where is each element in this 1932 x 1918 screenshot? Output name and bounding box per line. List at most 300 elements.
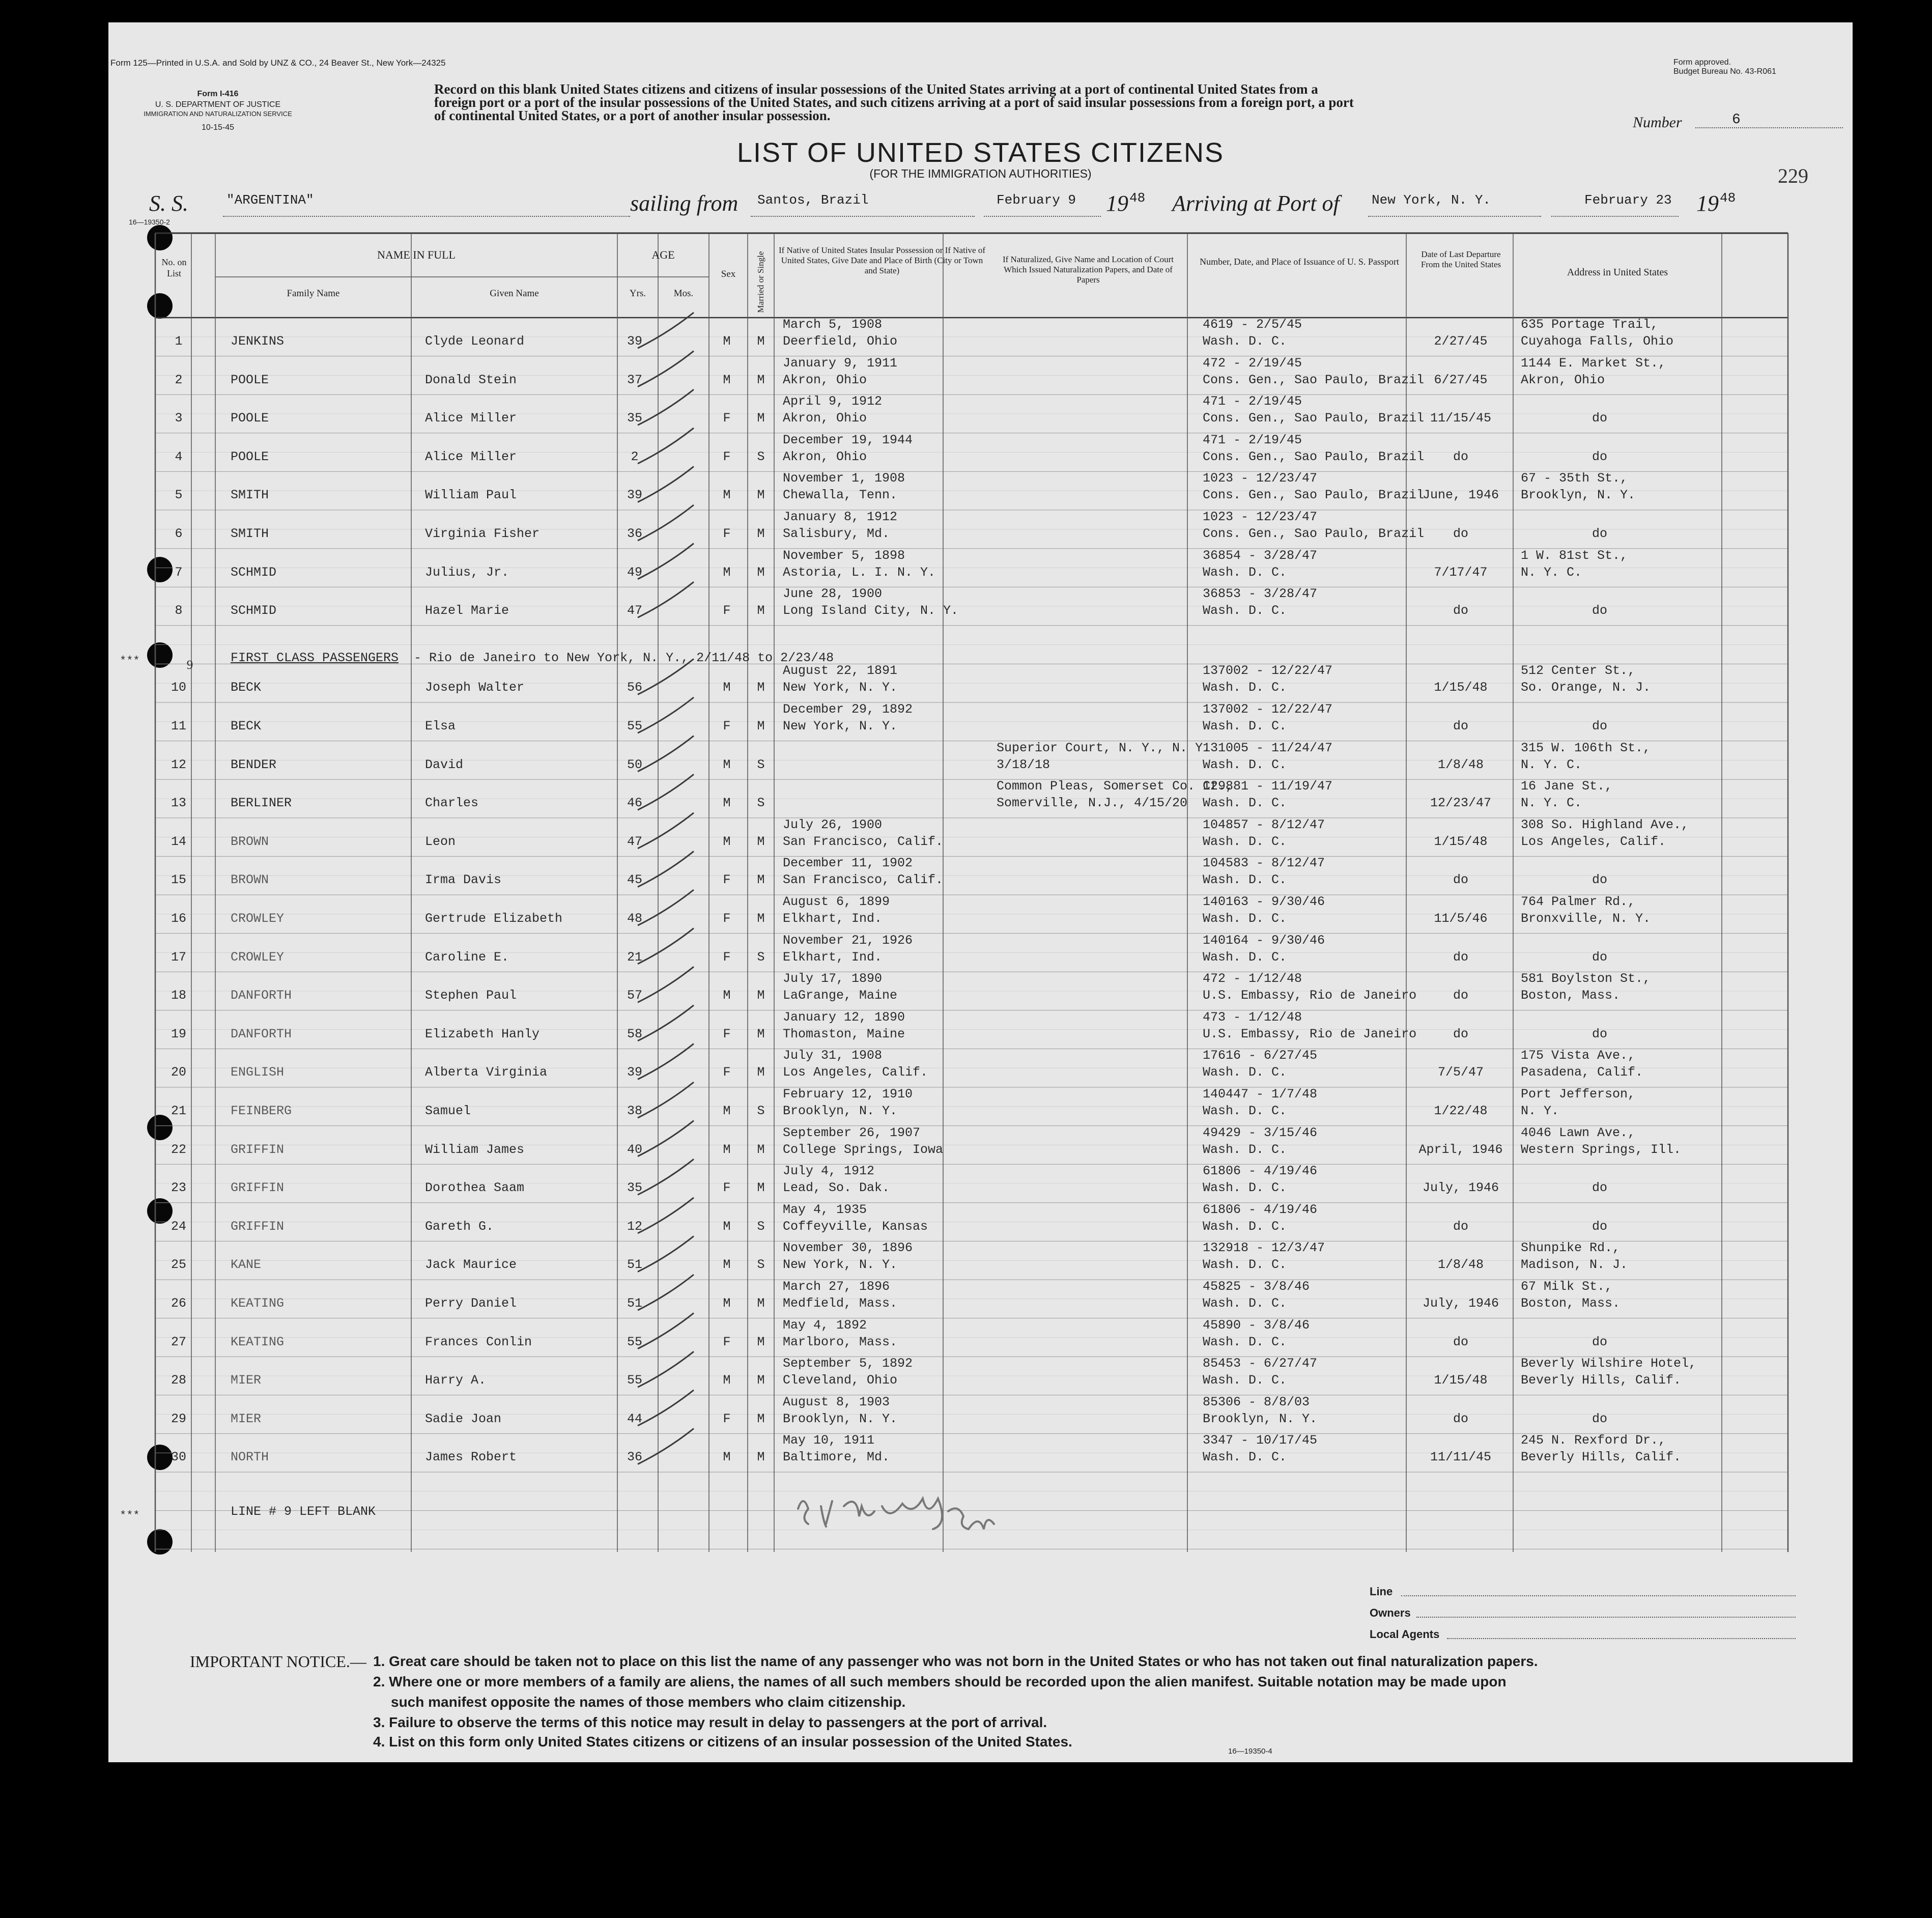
last-departure: do <box>1453 1219 1468 1234</box>
marital-status: S <box>757 757 765 772</box>
birth-place: Chewalla, Tenn. <box>783 488 898 503</box>
notice-item-3: 3. Failure to observe the terms of this notice may result in delay to passengers at the port of arrival. <box>373 1714 1047 1730</box>
marital-status: S <box>757 1257 765 1273</box>
birth-place: Los Angeles, Calif. <box>783 1065 928 1080</box>
arrival-date: February 23 <box>1584 192 1672 208</box>
marital-status: S <box>757 796 765 811</box>
depart-date: February 9 <box>997 192 1076 208</box>
family-name: DANFORTH <box>231 988 292 1003</box>
address-line-2: do <box>1592 949 1608 965</box>
address-line-2: Western Springs, Ill. <box>1521 1142 1682 1157</box>
sex: M <box>723 334 731 349</box>
birth-date: August 8, 1903 <box>783 1394 890 1409</box>
address-line-1: Shunpike Rd., <box>1521 1240 1621 1256</box>
birth-date: January 12, 1890 <box>783 1009 905 1025</box>
address-line-2: do <box>1592 1334 1608 1349</box>
address-line-2: Boston, Mass. <box>1521 1296 1621 1311</box>
sex: M <box>723 1257 731 1273</box>
passport-issuer: Cons. Gen., Sao Paulo, Brazil <box>1203 526 1425 541</box>
record-line-2: foreign port or a port of the insular possessions of the United States, and such citizens arriving at a port of said insular possessions from a foreign port, a port <box>434 95 1354 110</box>
birth-place: Astoria, L. I. N. Y. <box>783 565 936 580</box>
address-line-2: do <box>1592 1411 1608 1426</box>
form-number: Form I-416 <box>197 90 239 98</box>
marital-status: M <box>757 603 765 618</box>
address-line-2: Boston, Mass. <box>1521 988 1621 1003</box>
given-name: Perry Daniel <box>425 1296 517 1311</box>
birth-place: Cleveland, Ohio <box>783 1373 898 1388</box>
passport-issuer: Wash. D. C. <box>1203 1065 1287 1080</box>
last-departure: do <box>1453 449 1468 464</box>
row9-mark: *** <box>120 655 140 667</box>
passport-issuer: Wash. D. C. <box>1203 834 1287 849</box>
passport-number-date: 45890 - 3/8/46 <box>1203 1317 1310 1333</box>
given-name: Alberta Virginia <box>425 1065 548 1080</box>
manifest-page <box>108 22 1853 1762</box>
birth-date: December 29, 1892 <box>783 702 913 717</box>
row-number: 29 <box>171 1411 186 1426</box>
last-departure: do <box>1453 603 1468 618</box>
birth-date: November 5, 1898 <box>783 548 905 563</box>
address-line-2: Bronxville, N. Y. <box>1521 911 1651 926</box>
last-departure: 1/15/48 <box>1434 834 1488 849</box>
passport-number-date: 132918 - 12/3/47 <box>1203 1240 1325 1256</box>
row-number: 7 <box>175 565 183 580</box>
local-agents-field <box>1447 1638 1796 1639</box>
footnote-text: LINE # 9 LEFT BLANK <box>231 1504 376 1519</box>
naturalization-court: Common Pleas, Somerset Co. Ct., <box>997 779 1234 794</box>
depart-year: 48 <box>1129 190 1146 206</box>
printer-line: Form 125—Printed in U.S.A. and Sold by UNZ & CO., 24 Beaver St., New York—24325 <box>110 58 446 68</box>
passport-number-date: 4619 - 2/5/45 <box>1203 317 1302 332</box>
given-name: Clyde Leonard <box>425 334 525 349</box>
marital-status: M <box>757 1180 765 1196</box>
birth-place: LaGrange, Maine <box>783 988 898 1003</box>
birth-date: January 8, 1912 <box>783 510 898 524</box>
last-departure: 1/15/48 <box>1434 680 1488 695</box>
given-name: Charles <box>425 796 479 811</box>
passport-issuer: Wash. D. C. <box>1203 872 1287 888</box>
sex: M <box>723 565 731 580</box>
passport-number-date: 49429 - 3/15/46 <box>1203 1125 1318 1140</box>
last-departure: do <box>1453 719 1468 734</box>
birth-date: May 4, 1935 <box>783 1202 867 1217</box>
address-line-2: N. Y. C. <box>1521 757 1582 772</box>
marital-status: M <box>757 719 765 734</box>
birth-place: Baltimore, Md. <box>783 1450 890 1465</box>
age-years: 55 <box>627 1334 642 1349</box>
row-number: 17 <box>171 949 186 965</box>
notice-heading: IMPORTANT NOTICE.— <box>190 1652 366 1671</box>
birth-place: New York, N. Y. <box>783 1257 898 1273</box>
family-name: GRIFFIN <box>231 1142 285 1157</box>
form-date-code: 10-15-45 <box>201 123 235 132</box>
birth-date: September 5, 1892 <box>783 1356 913 1371</box>
sex: F <box>723 719 731 734</box>
passport-issuer: Wash. D. C. <box>1203 1373 1287 1388</box>
passport-number-date: 137002 - 12/22/47 <box>1203 663 1333 679</box>
given-name: James Robert <box>425 1450 517 1465</box>
age-years: 44 <box>627 1411 642 1426</box>
last-departure: 1/8/48 <box>1437 757 1484 772</box>
age-years: 58 <box>627 1026 642 1041</box>
age-years: 21 <box>627 949 642 965</box>
family-name: NORTH <box>231 1450 269 1465</box>
last-departure: do <box>1453 1411 1468 1426</box>
last-departure: 2/27/45 <box>1434 334 1488 349</box>
birth-place: Medfield, Mass. <box>783 1296 898 1311</box>
header-passport: Number, Date, and Place of Issuance of U. S. Passport <box>1200 257 1399 267</box>
birth-date: July 4, 1912 <box>783 1164 875 1179</box>
passport-number-date: 104857 - 8/12/47 <box>1203 817 1325 832</box>
family-name: BERLINER <box>231 796 292 811</box>
family-name: BROWN <box>231 872 269 888</box>
sex: M <box>723 680 731 695</box>
row-number: 26 <box>171 1296 186 1311</box>
row-number: 14 <box>171 834 186 849</box>
age-years: 48 <box>627 911 642 926</box>
notice-item-2: 2. Where one or more members of a family are aliens, the names of all such members should be recorded upon the alien manifest. Suitable notation may be made upon <box>373 1674 1507 1689</box>
passport-number-date: 472 - 1/12/48 <box>1203 971 1302 986</box>
age-years: 36 <box>627 526 642 541</box>
sex: M <box>723 1296 731 1311</box>
family-name: BENDER <box>231 757 277 772</box>
address-line-1: 1144 E. Market St., <box>1521 355 1666 371</box>
sex: F <box>723 1026 731 1041</box>
passport-number-date: 45825 - 3/8/46 <box>1203 1279 1310 1294</box>
row-number: 6 <box>175 526 183 541</box>
passport-number-date: 473 - 1/12/48 <box>1203 1009 1302 1025</box>
row-number: 10 <box>171 680 186 695</box>
birth-date: June 28, 1900 <box>783 586 883 602</box>
birth-date: July 26, 1900 <box>783 817 883 832</box>
number-label: Number <box>1633 114 1682 131</box>
record-line-1: Record on this blank United States citizens and citizens of insular possessions of the United States arriving at a port of continental United States from a <box>434 81 1318 97</box>
birth-date: July 17, 1890 <box>783 971 883 986</box>
birth-place: College Springs, Iowa <box>783 1142 944 1157</box>
notice-item-2-cont: such manifest opposite the names of those members who claim citizenship. <box>391 1694 906 1710</box>
address-line-2: do <box>1592 1219 1608 1234</box>
passport-number-date: 129881 - 11/19/47 <box>1203 779 1333 794</box>
birth-date: August 22, 1891 <box>783 663 898 679</box>
family-name: POOLE <box>231 449 269 464</box>
marital-status: M <box>757 1373 765 1388</box>
header-name: NAME IN FULL <box>377 248 456 261</box>
address-line-1: 1 W. 81st St., <box>1521 548 1628 563</box>
passport-number-date: 471 - 2/19/45 <box>1203 432 1302 447</box>
sex: M <box>723 1104 731 1118</box>
given-name: Samuel <box>425 1104 471 1118</box>
passport-number-date: 104583 - 8/12/47 <box>1203 856 1325 871</box>
row-number: 13 <box>171 796 186 811</box>
sex: M <box>723 488 731 503</box>
address-line-1: 175 Vista Ave., <box>1521 1048 1636 1063</box>
age-years: 49 <box>627 565 642 580</box>
family-name: MIER <box>231 1411 262 1426</box>
passport-number-date: 131005 - 11/24/47 <box>1203 740 1333 755</box>
birth-date: September 26, 1907 <box>783 1125 921 1140</box>
last-departure: do <box>1453 988 1468 1003</box>
last-departure: 6/27/45 <box>1434 372 1488 387</box>
given-name: Gareth G. <box>425 1219 494 1234</box>
given-name: David <box>425 757 464 772</box>
last-departure: do <box>1453 949 1468 965</box>
marital-status: S <box>757 1219 765 1234</box>
marital-status: S <box>757 449 765 464</box>
age-years: 39 <box>627 1065 642 1080</box>
birth-date: May 4, 1892 <box>783 1317 867 1333</box>
passport-number-date: 140164 - 9/30/46 <box>1203 933 1325 948</box>
family-name: KANE <box>231 1257 262 1273</box>
passport-issuer: Wash. D. C. <box>1203 757 1287 772</box>
age-years: 46 <box>627 796 642 811</box>
address-line-1: 635 Portage Trail, <box>1521 317 1659 332</box>
passport-issuer: Wash. D. C. <box>1203 334 1287 349</box>
given-name: Dorothea Saam <box>425 1180 525 1196</box>
address-line-1: 315 W. 106th St., <box>1521 740 1651 755</box>
passport-number-date: 61806 - 4/19/46 <box>1203 1164 1318 1179</box>
age-years: 51 <box>627 1257 642 1273</box>
address-line-2: Brooklyn, N. Y. <box>1521 488 1636 503</box>
marital-status: M <box>757 1026 765 1041</box>
passport-number-date: 36853 - 3/28/47 <box>1203 586 1318 602</box>
passport-issuer: Cons. Gen., Sao Paulo, Brazil <box>1203 488 1425 503</box>
last-departure: 11/15/45 <box>1430 411 1492 426</box>
number-value: 6 <box>1732 112 1741 128</box>
row-number: 30 <box>171 1450 186 1465</box>
address-line-1: 512 Center St., <box>1521 663 1636 679</box>
row-number: 12 <box>171 757 186 772</box>
given-name: Elsa <box>425 719 456 734</box>
side-code: 16—19350-2 <box>129 218 170 226</box>
passport-issuer: Wash. D. C. <box>1203 1257 1287 1273</box>
naturalization-date: 3/18/18 <box>997 757 1050 772</box>
address-line-2: Cuyahoga Falls, Ohio <box>1521 334 1674 349</box>
passport-number-date: 140447 - 1/7/48 <box>1203 1087 1318 1102</box>
family-name: CROWLEY <box>231 911 285 926</box>
sex: F <box>723 1334 731 1349</box>
birth-date: March 5, 1908 <box>783 317 883 332</box>
passport-issuer: Cons. Gen., Sao Paulo, Brazil <box>1203 449 1425 464</box>
sex: F <box>723 603 731 618</box>
age-years: 57 <box>627 988 642 1003</box>
address-line-1: Port Jefferson, <box>1521 1087 1636 1102</box>
row-number: 20 <box>171 1065 186 1080</box>
depart-year-prefix: 19 <box>1106 191 1128 216</box>
age-years: 50 <box>627 757 642 772</box>
family-name: BECK <box>231 719 262 734</box>
address-line-2: do <box>1592 411 1608 426</box>
budget-bureau: Budget Bureau No. 43-R061 <box>1673 67 1776 76</box>
family-name: BECK <box>231 680 262 695</box>
sex: F <box>723 1411 731 1426</box>
given-name: Irma Davis <box>425 872 502 888</box>
sex: F <box>723 1065 731 1080</box>
passport-issuer: U.S. Embassy, Rio de Janeiro <box>1203 988 1417 1003</box>
row-number: 25 <box>171 1257 186 1273</box>
birth-place: Brooklyn, N. Y. <box>783 1104 898 1118</box>
age-years: 40 <box>627 1142 642 1157</box>
passport-number-date: 140163 - 9/30/46 <box>1203 894 1325 909</box>
last-departure: do <box>1453 1026 1468 1041</box>
family-name: JENKINS <box>231 334 285 349</box>
given-name: Joseph Walter <box>425 680 525 695</box>
last-departure: July, 1946 <box>1422 1296 1499 1311</box>
address-line-2: So. Orange, N. J. <box>1521 680 1651 695</box>
bottom-code: 16—19350-4 <box>1228 1747 1272 1756</box>
header-given: Given Name <box>490 288 539 299</box>
row-number: 24 <box>171 1219 186 1234</box>
page-title: LIST OF UNITED STATES CITIZENS <box>736 137 1225 168</box>
local-agents-label: Local Agents <box>1370 1628 1440 1641</box>
notice-item-1: 1. Great care should be taken not to place on this list the name of any passenger who was not born in the United States or who has not taken out final naturalization papers. <box>373 1653 1538 1669</box>
header-sex: Sex <box>721 269 736 279</box>
last-departure: 7/5/47 <box>1437 1065 1484 1080</box>
last-departure: July, 1946 <box>1422 1180 1499 1196</box>
row9-label: FIRST CLASS PASSENGERS <box>231 651 399 665</box>
birth-place: New York, N. Y. <box>783 719 898 734</box>
arrival-port: New York, N. Y. <box>1372 192 1491 208</box>
sex: F <box>723 911 731 926</box>
address-line-1: 67 Milk St., <box>1521 1279 1613 1294</box>
birth-date: December 19, 1944 <box>783 432 913 447</box>
given-name: Gertrude Elizabeth <box>425 911 563 926</box>
birth-date: July 31, 1908 <box>783 1048 883 1063</box>
family-name: SCHMID <box>231 603 277 618</box>
sex: F <box>723 449 731 464</box>
passport-issuer: Wash. D. C. <box>1203 1450 1287 1465</box>
birth-date: November 1, 1908 <box>783 471 905 486</box>
last-departure: April, 1946 <box>1418 1142 1503 1157</box>
service: IMMIGRATION AND NATURALIZATION SERVICE <box>144 110 292 118</box>
marital-status: M <box>757 1450 765 1465</box>
row-number: 2 <box>175 372 183 387</box>
passport-issuer: Wash. D. C. <box>1203 949 1287 965</box>
passport-issuer: Wash. D. C. <box>1203 1219 1287 1234</box>
passport-number-date: 17616 - 6/27/45 <box>1203 1048 1318 1063</box>
passport-number-date: 36854 - 3/28/47 <box>1203 548 1318 563</box>
family-name: SCHMID <box>231 565 277 580</box>
sex: M <box>723 988 731 1003</box>
marital-status: M <box>757 334 765 349</box>
age-years: 47 <box>627 603 642 618</box>
address-line-1: 581 Boylston St., <box>1521 971 1651 986</box>
row-number: 18 <box>171 988 186 1003</box>
address-line-2: Pasadena, Calif. <box>1521 1065 1643 1080</box>
passport-issuer: Wash. D. C. <box>1203 603 1287 618</box>
header-departure: Date of Last Departure From the United States <box>1420 249 1501 269</box>
marital-status: M <box>757 526 765 541</box>
row9-number: 9 <box>186 658 193 672</box>
address-line-1: 4046 Lawn Ave., <box>1521 1125 1636 1140</box>
birth-date: March 27, 1896 <box>783 1279 890 1294</box>
header-married-label: Married or Single <box>756 251 765 313</box>
row9-text: - Rio de Janeiro to New York, N. Y., 2/11/48 to 2/23/48 <box>414 651 834 665</box>
sex: M <box>723 1450 731 1465</box>
header-birth: If Native of United States Insular Possession or If Native of United States, Give Date and Place of Birth (City or Town and State) <box>778 245 986 275</box>
given-name: Jack Maurice <box>425 1257 517 1273</box>
marital-status: M <box>757 1142 765 1157</box>
birth-date: April 9, 1912 <box>783 394 883 409</box>
marital-status: M <box>757 834 765 849</box>
address-line-2: do <box>1592 719 1608 734</box>
age-years: 38 <box>627 1104 642 1118</box>
sex: F <box>723 1180 731 1196</box>
address-line-1: Beverly Wilshire Hotel, <box>1521 1356 1697 1371</box>
marital-status: S <box>757 1104 765 1118</box>
given-name: Sadie Joan <box>425 1411 502 1426</box>
given-name: Hazel Marie <box>425 603 509 618</box>
marital-status: M <box>757 988 765 1003</box>
address-line-2: Akron, Ohio <box>1521 372 1605 387</box>
passport-issuer: Wash. D. C. <box>1203 565 1287 580</box>
row-number: 23 <box>171 1180 186 1196</box>
birth-date: December 11, 1902 <box>783 856 913 871</box>
notice-item-4: 4. List on this form only United States citizens or citizens of an insular possession of the United States. <box>373 1734 1072 1750</box>
last-departure: 11/11/45 <box>1430 1450 1492 1465</box>
birth-place: Thomaston, Maine <box>783 1026 905 1041</box>
address-line-2: N. Y. C. <box>1521 565 1582 580</box>
birth-place: San Francisco, Calif. <box>783 834 944 849</box>
address-line-2: do <box>1592 1180 1608 1196</box>
birth-date: August 6, 1899 <box>783 894 890 909</box>
age-years: 45 <box>627 872 642 888</box>
age-years: 51 <box>627 1296 642 1311</box>
header-mos: Mos. <box>673 288 694 299</box>
last-departure: do <box>1453 872 1468 888</box>
given-name: Virginia Fisher <box>425 526 540 541</box>
family-name: DANFORTH <box>231 1026 292 1041</box>
passport-issuer: Wash. D. C. <box>1203 911 1287 926</box>
address-line-2: do <box>1592 449 1608 464</box>
address-line-2: do <box>1592 1026 1608 1041</box>
row-number: 19 <box>171 1026 186 1041</box>
sex: F <box>723 949 731 965</box>
family-name: SMITH <box>231 488 269 503</box>
family-name: CROWLEY <box>231 949 285 965</box>
marital-status: M <box>757 1065 765 1080</box>
owners-label: Owners <box>1370 1606 1411 1619</box>
birth-date: February 12, 1910 <box>783 1087 913 1102</box>
given-name: Harry A. <box>425 1373 487 1388</box>
passport-number-date: 137002 - 12/22/47 <box>1203 702 1333 717</box>
row-number: 3 <box>175 411 183 426</box>
row-number: 8 <box>175 603 183 618</box>
naturalization-date: Somerville, N.J., 4/15/20 <box>997 796 1188 811</box>
passport-number-date: 3347 - 10/17/45 <box>1203 1433 1318 1448</box>
passport-number-date: 1023 - 12/23/47 <box>1203 510 1318 524</box>
birth-place: Lead, So. Dak. <box>783 1180 890 1196</box>
page-number: 229 <box>1778 164 1808 187</box>
sex: M <box>723 1373 731 1388</box>
sex: M <box>723 1142 731 1157</box>
header-address: Address in United States <box>1567 267 1668 278</box>
marital-status: S <box>757 949 765 965</box>
age-years: 39 <box>627 334 642 349</box>
family-name: KEATING <box>231 1334 285 1349</box>
sex: F <box>723 872 731 888</box>
header-no: No. on List <box>161 257 187 278</box>
address-line-2: Beverly Hills, Calif. <box>1521 1373 1682 1388</box>
passport-issuer: Wash. D. C. <box>1203 680 1287 695</box>
row-number: 27 <box>171 1334 186 1349</box>
passport-number-date: 85306 - 8/8/03 <box>1203 1394 1310 1409</box>
birth-place: San Francisco, Calif. <box>783 872 944 888</box>
age-years: 37 <box>627 372 642 387</box>
family-name: SMITH <box>231 526 269 541</box>
birth-place: Deerfield, Ohio <box>783 334 898 349</box>
family-name: MIER <box>231 1373 262 1388</box>
birth-date: May 10, 1911 <box>783 1433 875 1448</box>
